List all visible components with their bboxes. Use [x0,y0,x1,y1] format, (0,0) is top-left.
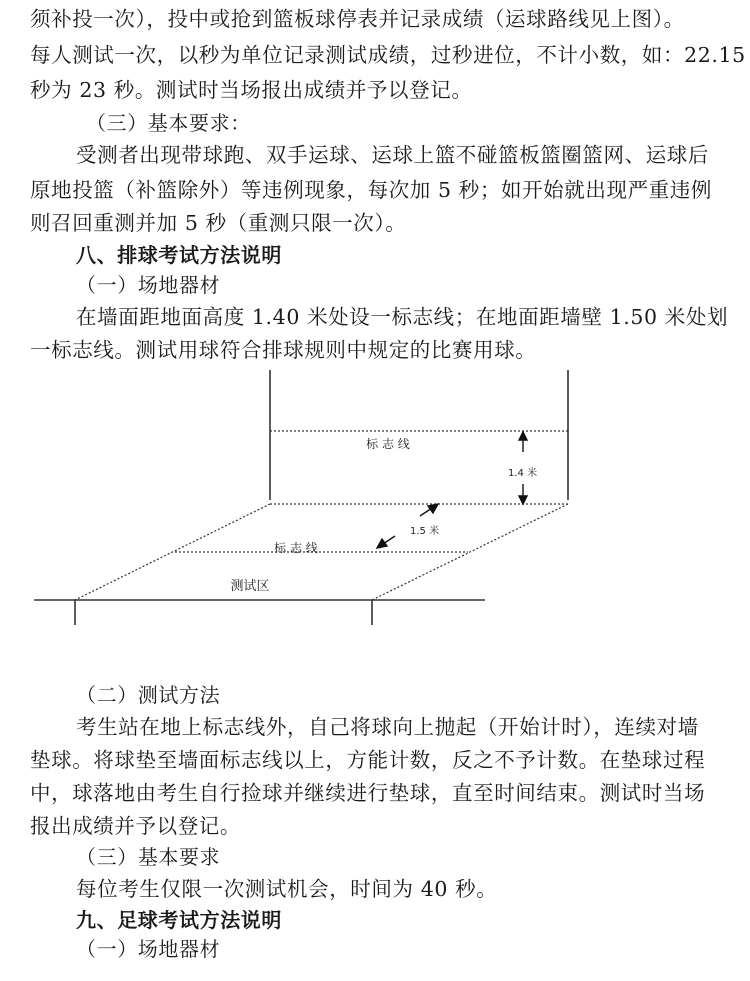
section-subheading: （三）基本要求： [86,111,251,135]
body-text-line: 须补投一次），投中或抢到篮板球停表并记录成绩（运球路线见上图）。 [30,7,685,31]
body-text-line: 原地投篮（补篮除外）等违例现象，每次加 5 秒；如开始就出现严重违例 [30,178,712,202]
body-text-line: 考生站在地上标志线外，自己将球向上抛起（开始计时），连续对墙 [76,715,699,739]
section-subheading: （三）基本要求 [76,845,221,869]
distance-arrow-up-head [428,504,438,513]
volleyball-court-diagram [0,360,750,640]
body-text-line: 报出成绩并予以登记。 [30,814,241,838]
section-subheading: （一）场地器材 [76,937,221,961]
floor-right-edge [372,504,568,600]
section-subheading: （一）场地器材 [76,273,221,297]
body-text-line: 一标志线。测试用球符合排球规则中规定的比赛用球。 [30,338,537,362]
section-heading: 九、足球考试方法说明 [76,908,282,932]
section-heading: 八、排球考试方法说明 [76,243,282,267]
test-zone-label: 测试区 [230,579,270,594]
height-arrow-up-head [519,432,527,440]
body-text-line: 则召回重测并加 5 秒（重测只限一次）。 [30,211,407,235]
floor-mark-label: 标 志 线 [274,541,318,555]
body-text-line: 每人测试一次，以秒为单位记录测试成绩，过秒进位，不计小数，如：22.15 [30,43,746,67]
body-text-line: 垫球。将球垫至墙面标志线以上，方能计数，反之不予计数。在垫球过程 [30,748,706,772]
body-text-line: 受测者出现带球跑、双手运球、运球上篮不碰篮板篮圈篮网、运球后 [76,143,709,167]
section-subheading: （二）测试方法 [76,683,221,707]
wall-mark-label: 标 志 线 [366,437,410,451]
body-text-line: 秒为 23 秒。测试时当场报出成绩并予以登记。 [30,78,473,102]
height-arrow-down-head [519,496,527,504]
height-label: 1.4 米 [508,468,538,479]
body-text-line: 每位考生仅限一次测试机会，时间为 40 秒。 [76,877,498,901]
distance-label: 1.5 米 [410,526,440,537]
body-text-line: 中，球落地由考生自行捡球并继续进行垫球，直至时间结束。测试时当场 [30,781,706,805]
distance-arrow-down-head [377,539,387,548]
body-text-line: 在墙面距地面高度 1.40 米处设一标志线；在地面距墙壁 1.50 米处划 [76,305,729,329]
